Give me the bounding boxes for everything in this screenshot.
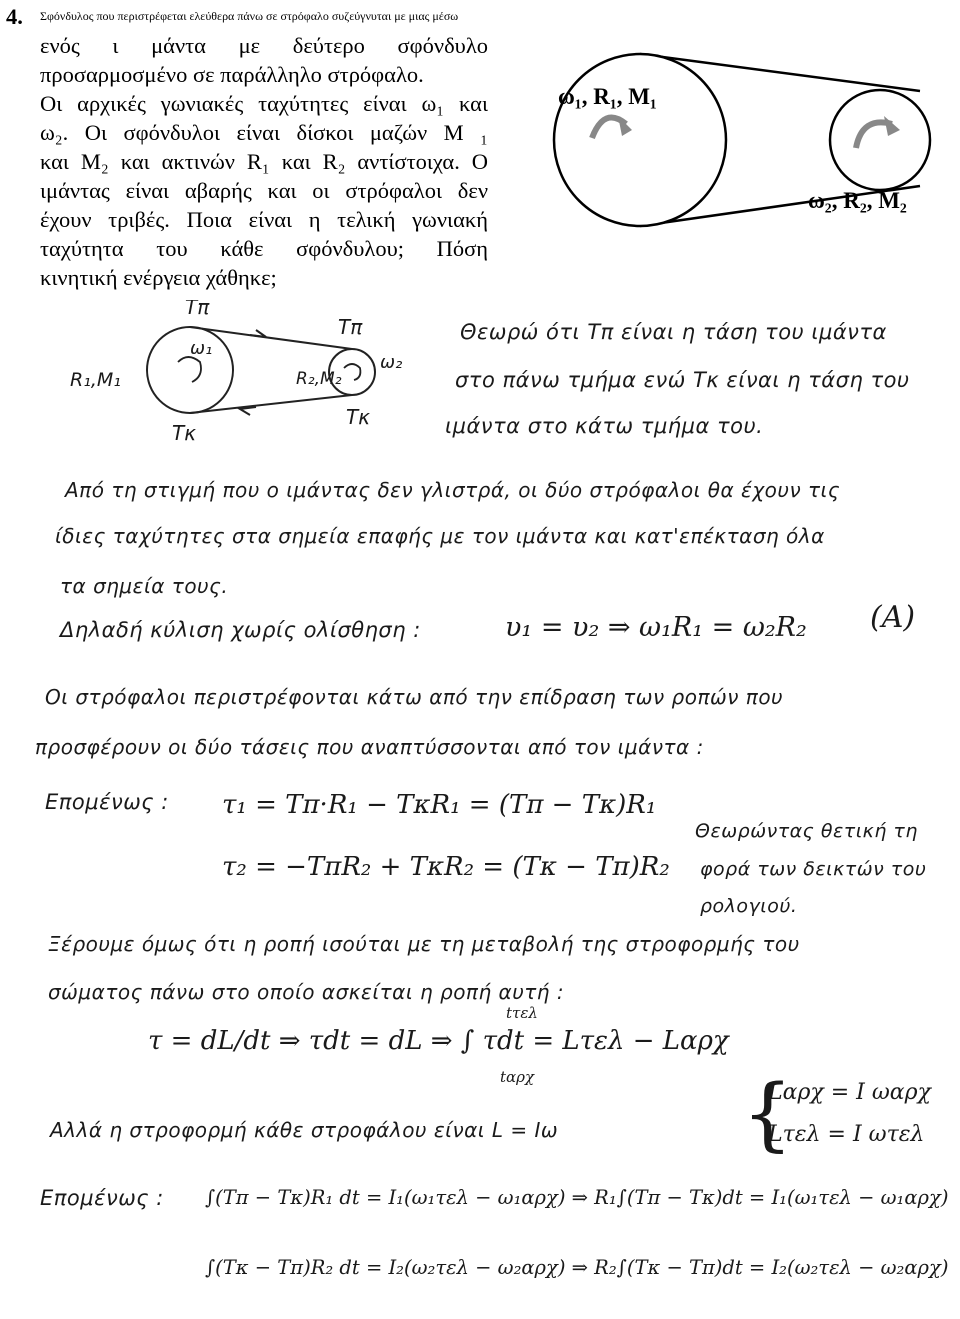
belt-arrow-icon — [250, 330, 266, 337]
flywheel-1-label: ω₁, R₁, M₁ — [558, 84, 657, 109]
paragraph-line: Από τη στιγμή που ο ιμάντας δεν γλιστρά, οι δύο στρόφαλοι θα έχουν τις — [65, 478, 841, 502]
belt-sketch — [70, 300, 430, 460]
label-t-lower-right: Tκ — [346, 405, 371, 429]
side-note-line: Θεωρώντας θετική τη — [695, 820, 918, 842]
problem-line: ενός ι μάντα με δεύτερο σφόνδυλο — [40, 33, 488, 58]
equation-tag: (A) — [870, 600, 916, 635]
paragraph-line: ίδιες ταχύτητες στα σημεία επαφής με τον ιμάντα και κατ'επέκταση όλα — [55, 524, 825, 548]
paragraph-line: Ξέρουμε όμως ότι η ροπή ισούται με τη μεταβολή της στροφορμής του — [48, 932, 800, 956]
paragraph-line: Αλλά η στροφορμή κάθε στροφάλου είναι L = Iω — [50, 1118, 559, 1142]
problem-number: 4. — [6, 4, 23, 29]
label-r1-m1: R₁,M₁ — [70, 369, 121, 391]
belt-arrow-icon — [240, 407, 256, 415]
torque-1-equation: τ₁ = Tπ·R₁ − TκR₁ = (Tπ − Tκ)R₁ — [222, 790, 657, 820]
problem-line: Οι αρχικές γωνιακές ταχύτητες είναι ω₁ και — [40, 91, 488, 116]
problem-statement — [6, 2, 488, 292]
torque-2-equation: τ₂ = −TπR₂ + TκR₂ = (Tκ − Tπ)R₂ — [222, 852, 670, 882]
torque-definition-equation: τ = dL/dt ⇒ τdt = dL ⇒ ∫ τdt = Lτελ − Lαρχ — [148, 1026, 729, 1056]
label-t-upper-right: Tπ — [338, 315, 363, 339]
brace-line: Lαρχ = I ωαρχ — [768, 1080, 931, 1105]
paragraph-line: Οι στρόφαλοι περιστρέφονται κάτω από την επίδραση των ροπών που — [45, 685, 784, 709]
label-t-upper-left: Tπ — [185, 300, 210, 319]
flywheel-figure — [520, 36, 960, 236]
note-line: Θεωρώ ότι Tπ είναι η τάση του ιμάντα — [460, 320, 887, 344]
paragraph-line: προσφέρουν οι δύο τάσεις που αναπτύσσονται από τον ιμάντα : — [35, 735, 704, 759]
side-note-line: φορά των δεικτών του — [700, 858, 927, 880]
label-r2-m2: R₂,M₂ — [296, 369, 342, 389]
note-line: ιμάντα στο κάτω τμήμα του. — [445, 414, 764, 438]
rolling-label: Δηλαδή κύλιση χωρίς ολίσθηση : — [60, 618, 421, 642]
problem-line: προσαρμοσμένο σε παράλληλο στρόφαλο. — [40, 62, 424, 87]
rotation-arrow-icon — [178, 357, 201, 382]
flywheel-2-label: ω₂, R₂, M₂ — [808, 188, 907, 213]
therefore-label: Επομένως : — [40, 1186, 164, 1210]
problem-line: Σφόνδυλος που περιστρέφεται ελεύθερα πάνω σε στρόφαλο συζεύγνυται με μιας μέσω — [40, 9, 459, 23]
integral-lower-limit: tαρχ — [500, 1068, 535, 1086]
problem-line: ω₂. Οι σφόνδυλοι είναι δίσκοι μαζών M ₁ — [40, 120, 488, 145]
rotation-arrow-icon — [344, 364, 360, 380]
problem-line: ταχύτητα του κάθε σφόνδυλου; Πόση — [40, 236, 488, 261]
label-t-lower-left: Tκ — [172, 421, 197, 445]
therefore-label: Επομένως : — [45, 790, 169, 814]
paragraph-line: τα σημεία τους. — [60, 574, 229, 598]
brace-line: Lτελ = I ωτελ — [768, 1122, 925, 1147]
label-omega-2: ω₂ — [380, 352, 403, 373]
flywheel-1 — [554, 54, 726, 226]
rolling-equation: υ₁ = υ₂ ⇒ ω₁R₁ = ω₂R₂ — [505, 612, 807, 643]
integral-upper-limit: tτελ — [506, 1004, 538, 1022]
problem-line: και M₂ και ακτινών R₁ και R₂ αντίστοιχα. Ο — [40, 149, 488, 174]
integral-equation-1: ∫(Tπ − Tκ)R₁ dt = I₁(ω₁τελ − ω₁αρχ) ⇒ R₁∫(Tπ − Tκ)dt = I₁(ω₁τελ − ω₁αρχ) — [205, 1186, 949, 1209]
problem-line: ιμάντας είναι αβαρής και οι στρόφαλοι δεν — [40, 178, 488, 203]
side-note-line: ρολογιού. — [700, 895, 798, 917]
problem-line: έχουν τριβές. Ποια είναι η τελική γωνιακή — [40, 207, 488, 232]
label-omega-1: ω₁ — [190, 338, 213, 359]
brace-icon: { — [742, 1067, 793, 1160]
paragraph-line: σώματος πάνω στο οποίο ασκείται η ροπή αυτή : — [48, 980, 565, 1004]
note-line: στο πάνω τμήμα ενώ Tκ είναι η τάση του — [455, 368, 910, 392]
flywheel-2 — [830, 90, 930, 190]
integral-equation-2: ∫(Tκ − Tπ)R₂ dt = I₂(ω₂τελ − ω₂αρχ) ⇒ R₂∫(Tκ − Tπ)dt = I₂(ω₂τελ − ω₂αρχ) — [205, 1256, 949, 1279]
problem-line: κινητική ενέργεια χάθηκε; — [40, 265, 277, 290]
